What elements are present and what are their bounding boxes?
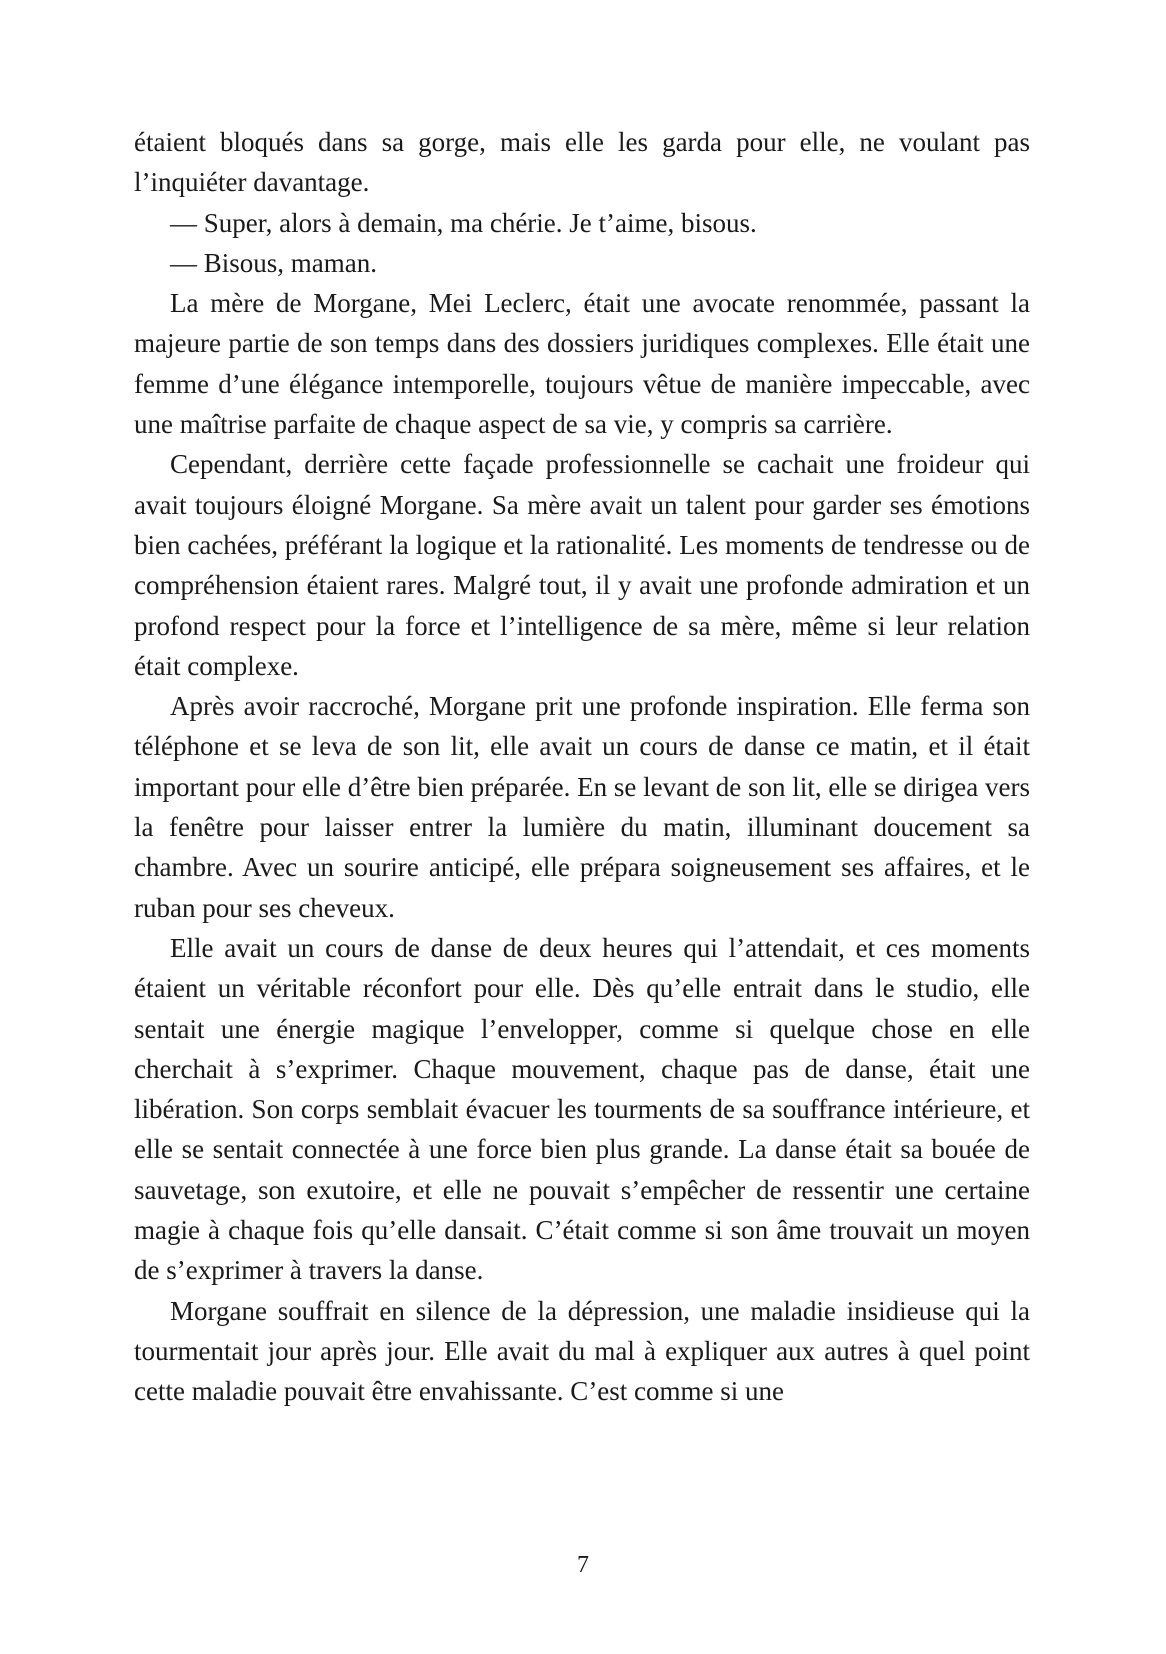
- dialogue-line-mother: — Super, alors à demain, ma chérie. Je t’aime, bisous.: [170, 207, 757, 238]
- paragraph-coldness: Cependant, derrière cette façade professionnelle se cachait une froideur qui avait toujours éloigné Morgane. Sa mère avait un talent pour garder ses émotions bien cachées, préférant la logique et la rationalité. Les moments de tendresse ou de compréhension étaient rares. Malgré tout, il y avait une profonde admiration et un profond respect pour la force et l’intelligence de sa mère, même si leur relation était complexe.: [134, 449, 1030, 681]
- paragraph-mother-description: La mère de Morgane, Mei Leclerc, était une avocate renommée, passant la majeure partie de son temps dans des dossiers juridiques complexes. Elle était une femme d’une élégance intemporelle, toujours vêtue de manière impeccable, avec une maîtrise parfaite de chaque aspect de sa vie, y compris sa carrière.: [134, 288, 1030, 440]
- paragraph-depression: Morgane souffrait en silence de la dépression, une maladie insidieuse qui la tourmentait jour après jour. Elle avait du mal à expliquer aux autres à quel point cette maladie pouvait être envahissante. C’est comme si une: [134, 1295, 1030, 1407]
- paragraph-preparation: Après avoir raccroché, Morgane prit une profonde inspiration. Elle ferma son téléphone et se leva de son lit, elle avait un cours de danse ce matin, et il était important pour elle d’être bien préparée. En se levant de son lit, elle se dirigea vers la fenêtre pour laisser entrer la lumière du matin, illuminant doucement sa chambre. Avec un sourire anticipé, elle prépara soigneusement ses affaires, et le ruban pour ses cheveux.: [134, 691, 1030, 923]
- page-number: 7: [577, 1552, 589, 1578]
- body-text: [134, 122, 1030, 1412]
- paragraph-dance: Elle avait un cours de danse de deux heures qui l’attendait, et ces moments étaient un véritable réconfort pour elle. Dès qu’elle entrait dans le studio, elle sentait une énergie magique l’envelopper, comme si quelque chose en elle cherchait à s’exprimer. Chaque mouvement, chaque pas de danse, était une libération. Son corps semblait évacuer les tourments de sa souffrance intérieure, et elle se sentait connectée à une force bien plus grande. La danse était sa bouée de sauvetage, son exutoire, et elle ne pouvait s’empêcher de ressentir une certaine magie à chaque fois qu’elle dansait. C’était comme si son âme trouvait un moyen de s’exprimer à travers la danse.: [134, 932, 1030, 1286]
- dialogue-line-morgane: — Bisous, maman.: [170, 247, 377, 278]
- paragraph-continuation: étaient bloqués dans sa gorge, mais elle les garda pour elle, ne voulant pas l’inquiéter davantage.: [134, 127, 1030, 198]
